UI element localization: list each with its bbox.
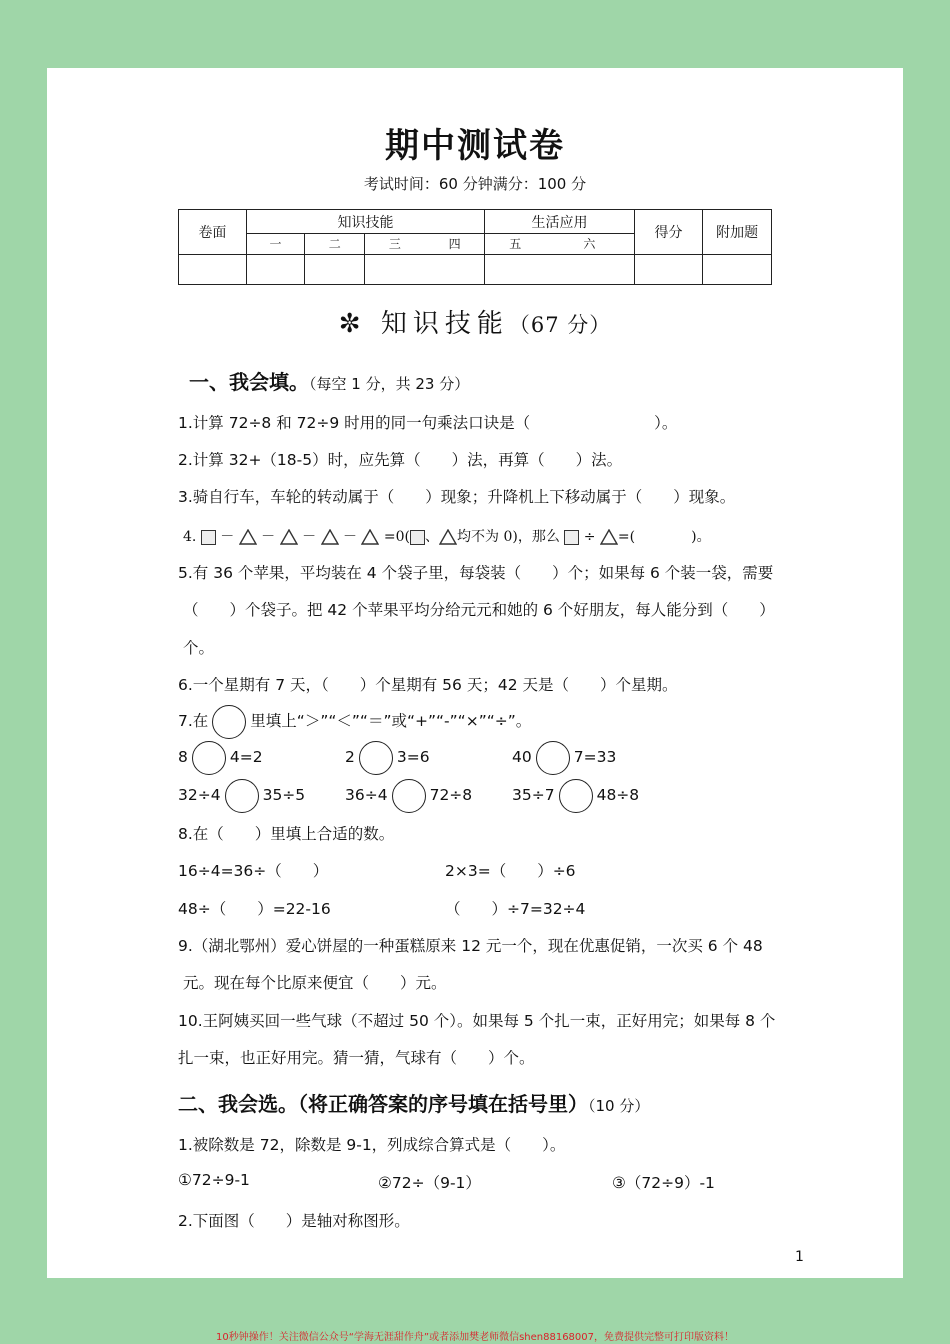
q7a-right: 4=2: [229, 748, 263, 766]
triangle-icon: [239, 529, 257, 545]
minus: －: [342, 529, 357, 545]
q4: [183, 526, 711, 546]
divide: ÷: [583, 529, 596, 545]
q5-line3: 个。: [183, 639, 215, 657]
blank-cell: [703, 254, 772, 284]
circle-blank[interactable]: [212, 705, 246, 739]
q7b-left: 2: [345, 748, 355, 766]
q5-line1: 5.有 36 个苹果，平均装在 4 个袋子里，每袋装（ ）个；如果每 6 个装一袋，需要: [178, 564, 774, 582]
section-title-text: ✼ 知识技能: [338, 309, 509, 339]
minus: －: [261, 529, 276, 545]
q7f-left: 35÷7: [512, 786, 555, 804]
cell-num-6: 六: [545, 234, 634, 254]
cell-juanmian: 卷面: [179, 210, 247, 255]
circle-blank[interactable]: [392, 779, 426, 813]
circle-blank[interactable]: [559, 779, 593, 813]
page-number: 1: [795, 1249, 804, 1265]
q10-line2: 扎一束，也正好用完。猜一猜，气球有（ ）个。: [178, 1049, 535, 1067]
q8c: 48÷（ ）=22-16: [178, 900, 331, 918]
q7-row1-c: [512, 739, 616, 775]
q7c-left: 40: [512, 748, 532, 766]
cell-zhishi: 知识技能: [246, 210, 485, 234]
part1-heading-text: 一、我会填。: [189, 370, 309, 394]
triangle-icon: [280, 529, 298, 545]
square-icon: [410, 530, 425, 545]
q5-line2: （ ）个袋子。把 42 个苹果平均分给元元和她的 6 个好朋友，每人能分到（ ）: [183, 601, 775, 619]
q7-row1-b: [345, 739, 430, 775]
triangle-icon: [600, 529, 618, 545]
cell-fujia: 附加题: [703, 210, 772, 255]
square-icon: [201, 530, 216, 545]
part2-note: （10 分）: [588, 1097, 650, 1115]
p2-option-3: ③（72÷9）-1: [612, 1174, 715, 1192]
q4-number: 4.: [183, 529, 197, 545]
q4-end: =( )。: [617, 529, 711, 545]
q7a-left: 8: [178, 748, 188, 766]
circle-blank[interactable]: [192, 741, 226, 775]
cell-num-2: 二: [305, 234, 365, 254]
q7-row2-c: [512, 777, 639, 813]
blank-cell: [485, 254, 634, 284]
q7-row2-b: [345, 777, 472, 813]
q7-pre: 7.在: [178, 712, 209, 730]
circle-blank[interactable]: [536, 741, 570, 775]
cell-num-5: 五: [485, 234, 545, 254]
section-points: （67 分）: [508, 313, 612, 337]
q8d: （ ）÷7=32÷4: [445, 900, 586, 918]
part1-heading: [189, 366, 469, 395]
part1-note: （每空 1 分，共 23 分）: [309, 375, 470, 393]
blank-cell: [634, 254, 703, 284]
page-title: 期中测试卷: [385, 126, 565, 166]
blank-cell: [246, 254, 305, 284]
blank-cell: [365, 254, 485, 284]
square-icon: [564, 530, 579, 545]
q8: 8.在（ ）里填上合适的数。: [178, 825, 395, 843]
q7f-right: 48÷8: [596, 786, 640, 804]
triangle-icon: [439, 529, 457, 545]
blank-cell: [305, 254, 365, 284]
q1: 1.计算 72÷8 和 72÷9 时用的同一句乘法口诀是（ ）。: [178, 414, 678, 432]
q7-row1-a: [178, 739, 263, 775]
q2: 2.计算 32+（18-5）时，应先算（ ）法，再算（ ）法。: [178, 451, 623, 469]
triangle-icon: [361, 529, 379, 545]
q7-post: 里填上“＞”“＜”“＝”或“+”“-”“×”“÷”。: [250, 712, 532, 730]
q6: 6.一个星期有 7 天，（ ）个星期有 56 天；42 天是（ ）个星期。: [178, 676, 678, 694]
blank-cell: [179, 254, 247, 284]
q8b: 2×3=（ ）÷6: [445, 862, 576, 880]
q9-line2: 元。现在每个比原来便宜（ ）元。: [183, 974, 447, 992]
q10-line1: 10.王阿姨买回一些气球（不超过 50 个）。如果每 5 个扎一束，正好用完；如果每 8 个: [178, 1012, 776, 1030]
q7e-left: 36÷4: [345, 786, 388, 804]
part2-heading-text: 二、我会选。（将正确答案的序号填在括号里）: [178, 1092, 588, 1116]
circle-blank[interactable]: [359, 741, 393, 775]
part2-heading: [178, 1088, 649, 1117]
cell-num-4: 四: [425, 234, 485, 254]
triangle-icon: [321, 529, 339, 545]
exam-info: 考试时间：60 分钟满分：100 分: [363, 175, 587, 193]
cell-num-3: 三: [365, 234, 425, 254]
p2-q2: 2.下面图（ ）是轴对称图形。: [178, 1212, 410, 1230]
q7d-left: 32÷4: [178, 786, 221, 804]
minus: －: [220, 529, 235, 545]
q3: 3.骑自行车，车轮的转动属于（ ）现象；升降机上下移动属于（ ）现象。: [178, 488, 736, 506]
minus: －: [302, 529, 317, 545]
q9-line1: 9.（湖北鄂州）爱心饼屋的一种蛋糕原来 12 元一个，现在优惠促销，一次买 6 个 48: [178, 937, 763, 955]
q7b-right: 3=6: [396, 748, 430, 766]
score-table: [178, 209, 772, 285]
footer-notice: 10秒钟操作！关注微信公众号“学海无涯甜作舟”或者添加樊老师微信shen88168007，免费提供完整可打印版资料！: [215, 1332, 735, 1343]
circle-blank[interactable]: [225, 779, 259, 813]
q4-eq0: =0(: [383, 529, 410, 545]
q7: [178, 703, 531, 739]
q7e-right: 72÷8: [429, 786, 473, 804]
q4-condition: 均不为 0)，那么: [457, 529, 560, 545]
q8a: 16÷4=36÷（ ）: [178, 862, 329, 880]
cell-num-1: 一: [246, 234, 305, 254]
q7c-right: 7=33: [573, 748, 617, 766]
q4-sep: 、: [425, 529, 439, 545]
p2-q1: 1.被除数是 72，除数是 9-1，列成综合算式是（ ）。: [178, 1136, 566, 1154]
section-title: [0, 303, 950, 340]
cell-defen: 得分: [634, 210, 703, 255]
p2-option-1: ①72÷9-1: [178, 1171, 250, 1189]
p2-option-2: ②72÷（9-1）: [378, 1174, 481, 1192]
q7-row2-a: [178, 777, 305, 813]
cell-shenghuo: 生活应用: [485, 210, 634, 234]
q7d-right: 35÷5: [262, 786, 306, 804]
